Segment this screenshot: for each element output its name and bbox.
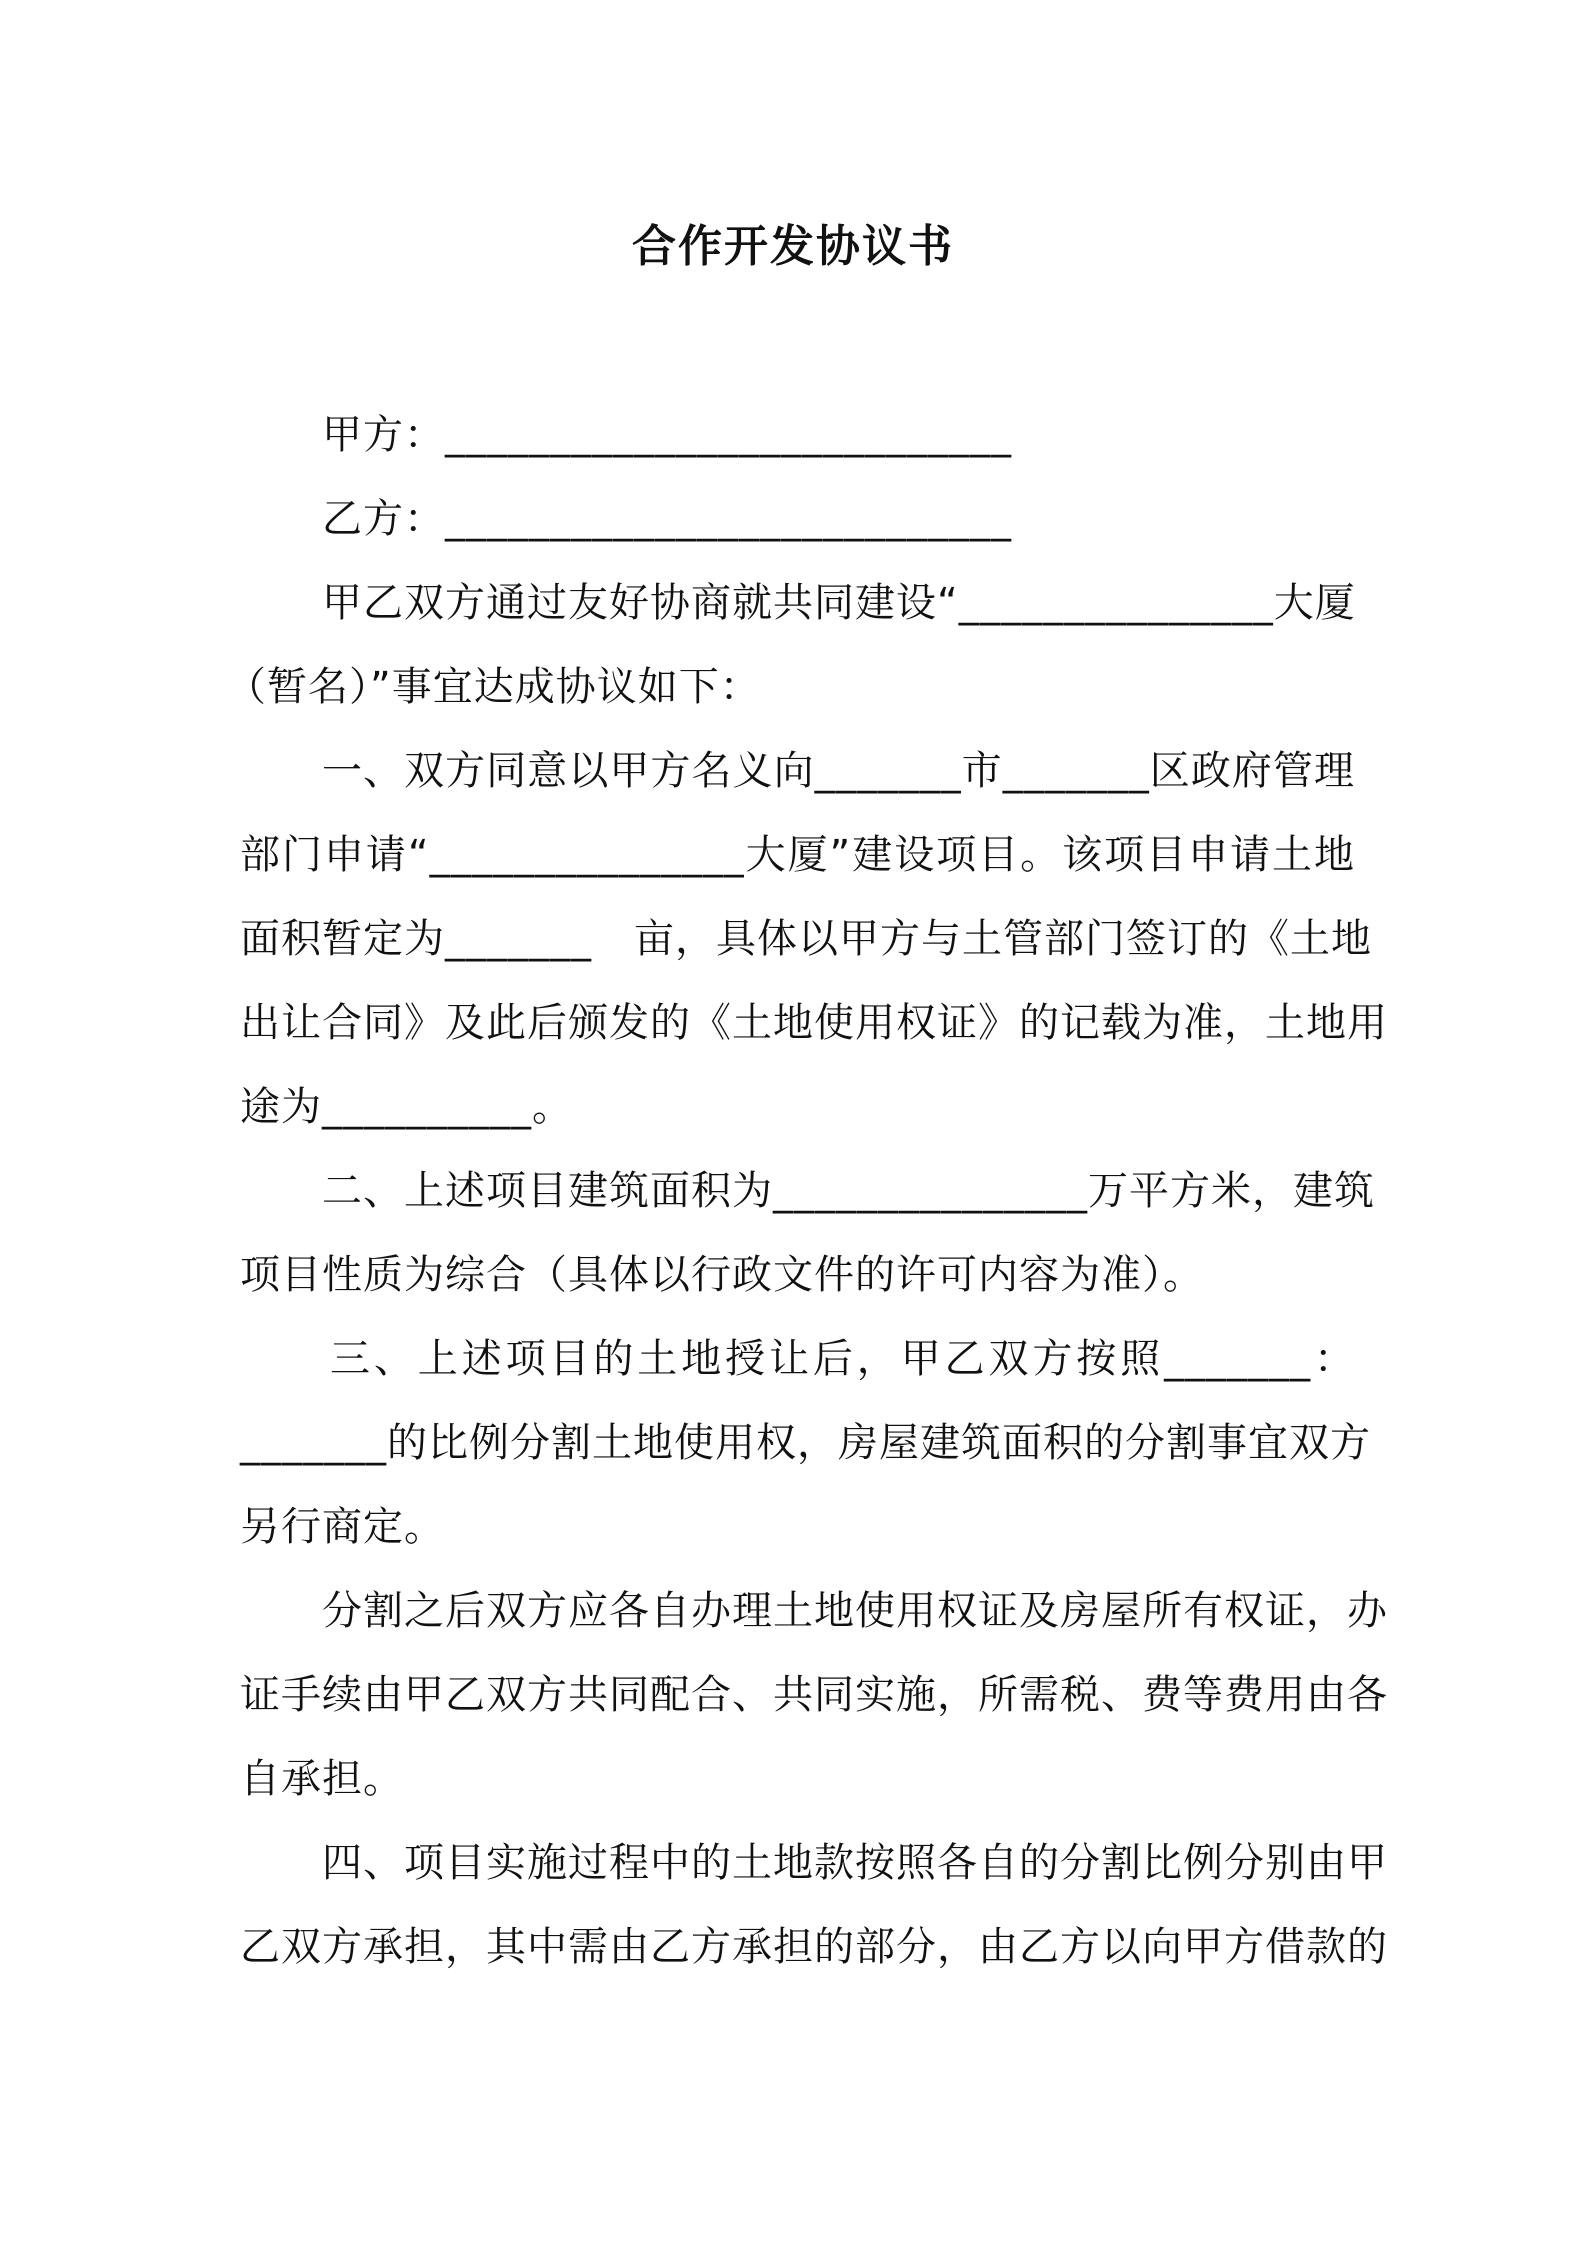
clause-1-line-5: 途为__________。 bbox=[240, 1084, 573, 1130]
clause-2-line-2: 项目性质为综合（具体以行政文件的许可内容为准）。 bbox=[240, 1252, 1204, 1298]
clause-1-line-1: 一、双方同意以甲方名义向_______市_______区政府管理 bbox=[322, 748, 1355, 794]
clause-3-line-3: 另行商定。 bbox=[240, 1504, 445, 1550]
clause-1-line-4: 出让合同》及此后颁发的《土地使用权证》的记载为准，土地用 bbox=[240, 1000, 1388, 1046]
intro-line-1: 甲乙双方通过友好协商就共同建设“_______________大厦 bbox=[322, 580, 1356, 626]
clause-1-line-3a: 面积暂定为_______ bbox=[240, 916, 592, 962]
clause-2-line-1: 二、上述项目建筑面积为_______________万平方米，建筑 bbox=[322, 1168, 1375, 1214]
document-title: 合作开发协议书 bbox=[632, 221, 954, 272]
clause-1-line-2: 部门申请“_______________大厦”建设项目。该项目申请土地 bbox=[240, 832, 1355, 878]
party-a-line: 甲方：___________________________ bbox=[322, 412, 1012, 458]
clause-3b-line-2: 证手续由甲乙双方共同配合、共同实施，所需税、费等费用由各 bbox=[240, 1672, 1388, 1718]
intro-line-2: （暂名）”事宜达成协议如下： bbox=[226, 664, 761, 710]
clause-3-line-2: _______的比例分割土地使用权，房屋建筑面积的分割事宜双方 bbox=[240, 1420, 1371, 1466]
clause-3b-line-3: 自承担。 bbox=[240, 1756, 404, 1802]
clause-4-line-2: 乙双方承担，其中需由乙方承担的部分，由乙方以向甲方借款的 bbox=[240, 1924, 1388, 1970]
clause-1-line-3 bbox=[240, 904, 1372, 974]
clause-3-line-1: 三、上述项目的土地授让后，甲乙双方按照_______： bbox=[330, 1336, 1355, 1382]
party-b-line: 乙方：___________________________ bbox=[322, 496, 1012, 542]
clause-3b-line-1: 分割之后双方应各自办理土地使用权证及房屋所有权证，办 bbox=[322, 1588, 1388, 1634]
clause-4-line-1: 四、项目实施过程中的土地款按照各自的分割比例分别由甲 bbox=[322, 1840, 1388, 1886]
clause-1-line-3b: 亩，具体以甲方与土管部门签订的《土地 bbox=[634, 916, 1372, 962]
